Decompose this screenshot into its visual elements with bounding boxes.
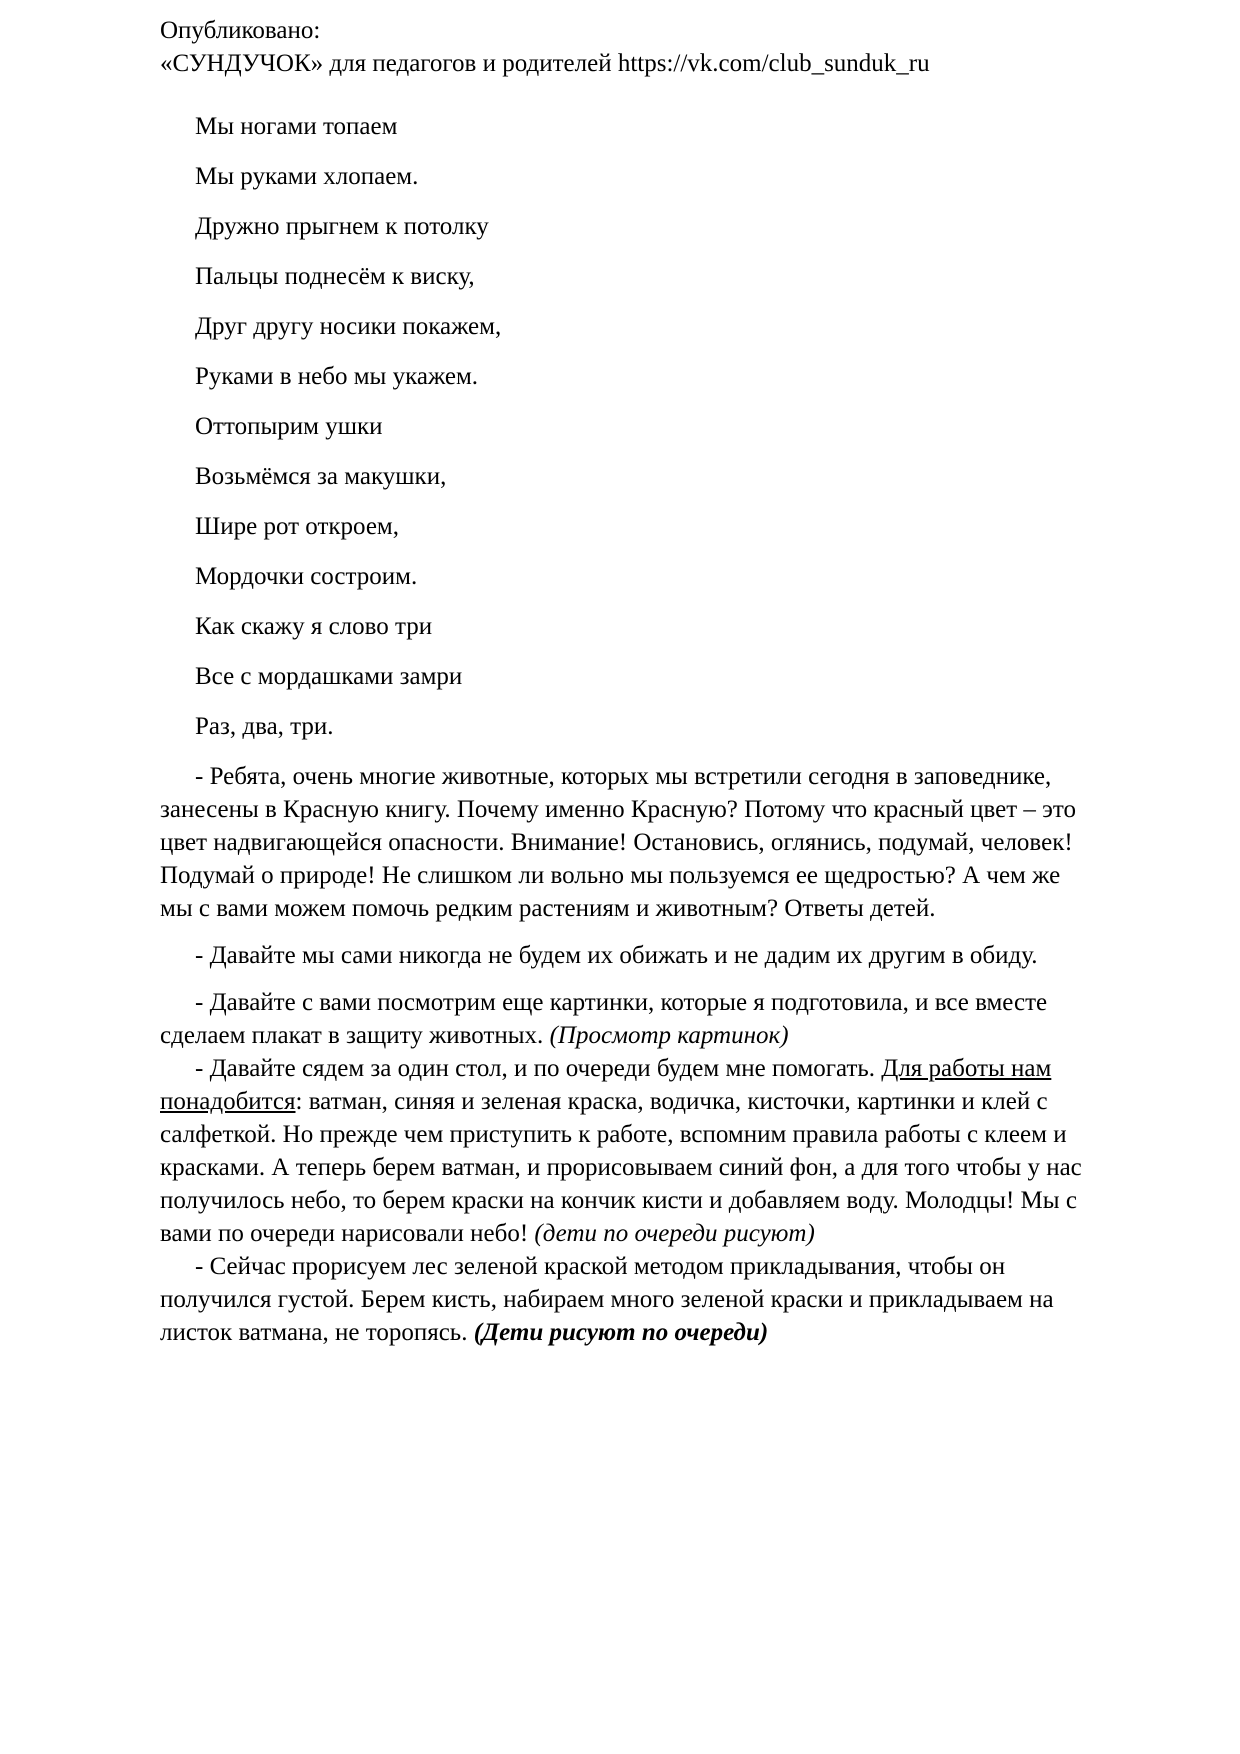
poem-line: Дружно прыгнем к потолку (195, 213, 489, 240)
poem-line: Пальцы поднесём к виску, (195, 263, 475, 290)
text-run: - Сейчас прорисуем лес зеленой краской методом прикладывания, чтобы он получился густой. Берем кисть, набираем много зеленой краски и прикладываем на листок ватмана, не торопясь. (160, 1253, 1054, 1346)
source-line (160, 47, 1082, 80)
poem-line: Раз, два, три. (195, 713, 334, 740)
text-run-italic: (Просмотр картинок) (549, 1022, 789, 1049)
text-run: - Давайте с вами посмотрим еще картинки, которые я подготовила, и все вместе сделаем плакат в защиту животных. (160, 989, 1048, 1049)
poem-line: Как скажу я слово три (195, 613, 433, 640)
text-run: - Давайте мы сами никогда не будем их обижать и не дадим их другим в обиду. (195, 942, 1038, 969)
paragraphs (160, 760, 1082, 1349)
text-run-italic: (дети по очереди рисуют) (534, 1220, 815, 1247)
poem-line: Оттопырим ушки (195, 413, 383, 440)
poem-line: Руками в небо мы укажем. (195, 363, 479, 390)
poem-line: Шире рот откроем, (195, 513, 400, 540)
document-header (160, 14, 1082, 80)
published-label: Опубликовано: (160, 17, 321, 44)
source-url: https://vk.com/club_sunduk_ru (617, 50, 930, 77)
paragraph (160, 1250, 1082, 1349)
text-run-underline: Для работы нам понадобится (160, 1055, 1052, 1115)
poem-line: Мы руками хлопаем. (195, 163, 419, 190)
poem-line: Мы ногами топаем (195, 113, 398, 140)
source-prefix: «СУНДУЧОК» для педагогов и родителей (160, 50, 618, 77)
text-run: : ватман, синяя и зеленая краска, водичка, кисточки, картинки и клей с салфеткой. Но прежде чем приступить к работе, вспомним правила работы с клеем и красками. А теперь берем ватман, и прорисовываем синий фон, а для того чтобы у нас получилось небо, то берем краски на кончик кисти и добавляем воду. Молодцы! Мы с вами по очереди нарисовали небо! (160, 1088, 1082, 1247)
text-run: - Ребята, очень многие животные, которых мы встретили сегодня в заповеднике, занесены в Красную книгу. Почему именно Красную? Потому что красный цвет – это цвет надвигающейся опасности. Внимание! Остановись, оглянись, подумай, человек! Подумай о природе! Не слишком ли вольно мы пользуемся ее щедростью? А чем же мы с вами можем помочь редким растениям и животным? Ответы детей. (160, 763, 1076, 922)
text-run-bold-italic: (Дети рисуют по очереди) (473, 1319, 769, 1346)
poem (160, 110, 1082, 743)
paragraph (160, 939, 1082, 972)
text-run: - Давайте сядем за один стол, и по очереди будем мне помогать. (195, 1055, 882, 1082)
paragraph (160, 760, 1082, 925)
poem-line: Мордочки состроим. (195, 563, 418, 590)
poem-line: Возьмёмся за макушки, (195, 463, 447, 490)
paragraph (160, 1052, 1082, 1250)
paragraph (160, 986, 1082, 1052)
poem-line: Все с мордашками замри (195, 663, 463, 690)
poem-line: Друг другу носики покажем, (195, 313, 502, 340)
